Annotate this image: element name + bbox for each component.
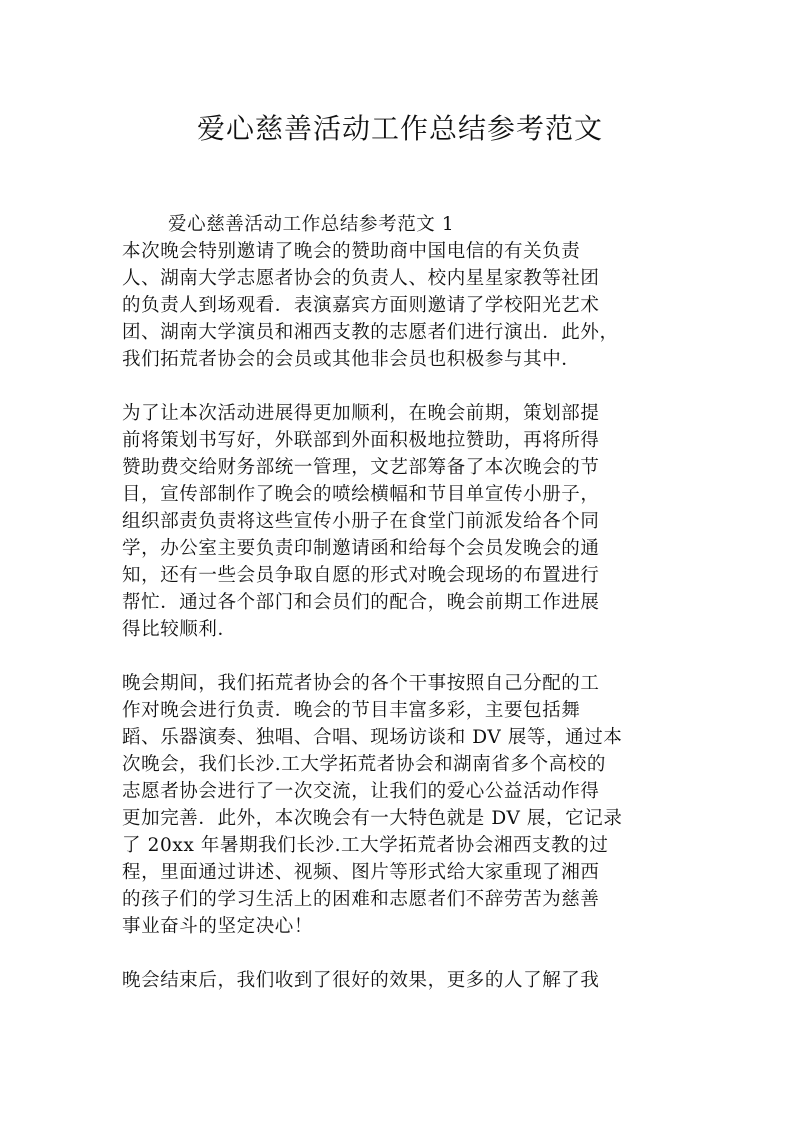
paragraph-line: 得比较顺利．: [122, 619, 237, 640]
paragraph-line: 的孩子们的学习生活上的困难和志愿者们不辞劳苦为慈善: [122, 889, 600, 910]
paragraph-line: 团、湖南大学演员和湘西支教的志愿者们进行演出．此外，: [122, 322, 619, 343]
document-body: [122, 211, 680, 1021]
paragraph-line: 学，办公室主要负责印制邀请函和给每个会员发晚会的通: [122, 538, 600, 559]
paragraph-line: 赞助费交给财务部统一管理，文艺部筹备了本次晚会的节: [122, 457, 600, 478]
paragraph-line: 事业奋斗的坚定决心！: [122, 916, 314, 937]
paragraph-line: 组织部责负责将这些宣传小册子在食堂门前派发给各个同: [122, 511, 600, 532]
paragraph-line: 为了让本次活动进展得更加顺利，在晚会前期，策划部提: [122, 403, 600, 424]
paragraph-line: 程，里面通过讲述、视频、图片等形式给大家重现了湘西: [122, 862, 600, 883]
paragraph: [122, 670, 680, 940]
paragraph-line: 晚会期间，我们拓荒者协会的各个干事按照自己分配的工: [122, 673, 600, 694]
section-subheading: 爱心慈善活动工作总结参考范文 1: [168, 214, 455, 235]
paragraph: [122, 967, 680, 994]
paragraph-line: 晚会结束后，我们收到了很好的效果，更多的人了解了我: [122, 970, 600, 991]
paragraph-line: 人、湖南大学志愿者协会的负责人、校内星星家教等社团: [122, 268, 600, 289]
paragraph-line: 帮忙．通过各个部门和会员们的配合，晚会前期工作进展: [122, 592, 600, 613]
paragraph-line: 志愿者协会进行了一次交流，让我们的爱心公益活动作得: [122, 781, 600, 802]
paragraph-line: 知，还有一些会员争取自愿的形式对晚会现场的布置进行: [122, 565, 600, 586]
paragraph-line: 了 20xx 年暑期我们长沙.工大学拓荒者协会湘西支教的过: [122, 835, 609, 856]
paragraph-line: 的负责人到场观看．表演嘉宾方面则邀请了学校阳光艺术: [122, 295, 600, 316]
paragraph-line: 我们拓荒者协会的会员或其他非会员也积极参与其中．: [122, 349, 581, 370]
paragraph-line: 更加完善．此外，本次晚会有一大特色就是 DV 展，它记录: [122, 808, 623, 829]
paragraph-line: 本次晚会特别邀请了晚会的赞助商中国电信的有关负责: [122, 241, 581, 262]
paragraph-line: 蹈、乐器演奏、独唱、合唱、现场访谈和 DV 展等，通过本: [122, 727, 623, 748]
paragraph: [122, 400, 680, 643]
paragraph: [122, 238, 680, 373]
paragraph-line: 目，宣传部制作了晚会的喷绘横幅和节目单宣传小册子，: [122, 484, 600, 505]
paragraph-line: 作对晚会进行负责．晚会的节目丰富多彩，主要包括舞: [122, 700, 581, 721]
paragraph-list: [122, 238, 680, 994]
paragraph-line: 次晚会，我们长沙.工大学拓荒者协会和湖南省多个高校的: [122, 754, 606, 775]
document-title: 爱心慈善活动工作总结参考范文: [196, 112, 603, 145]
paragraph-line: 前将策划书写好，外联部到外面积极地拉赞助，再将所得: [122, 430, 600, 451]
